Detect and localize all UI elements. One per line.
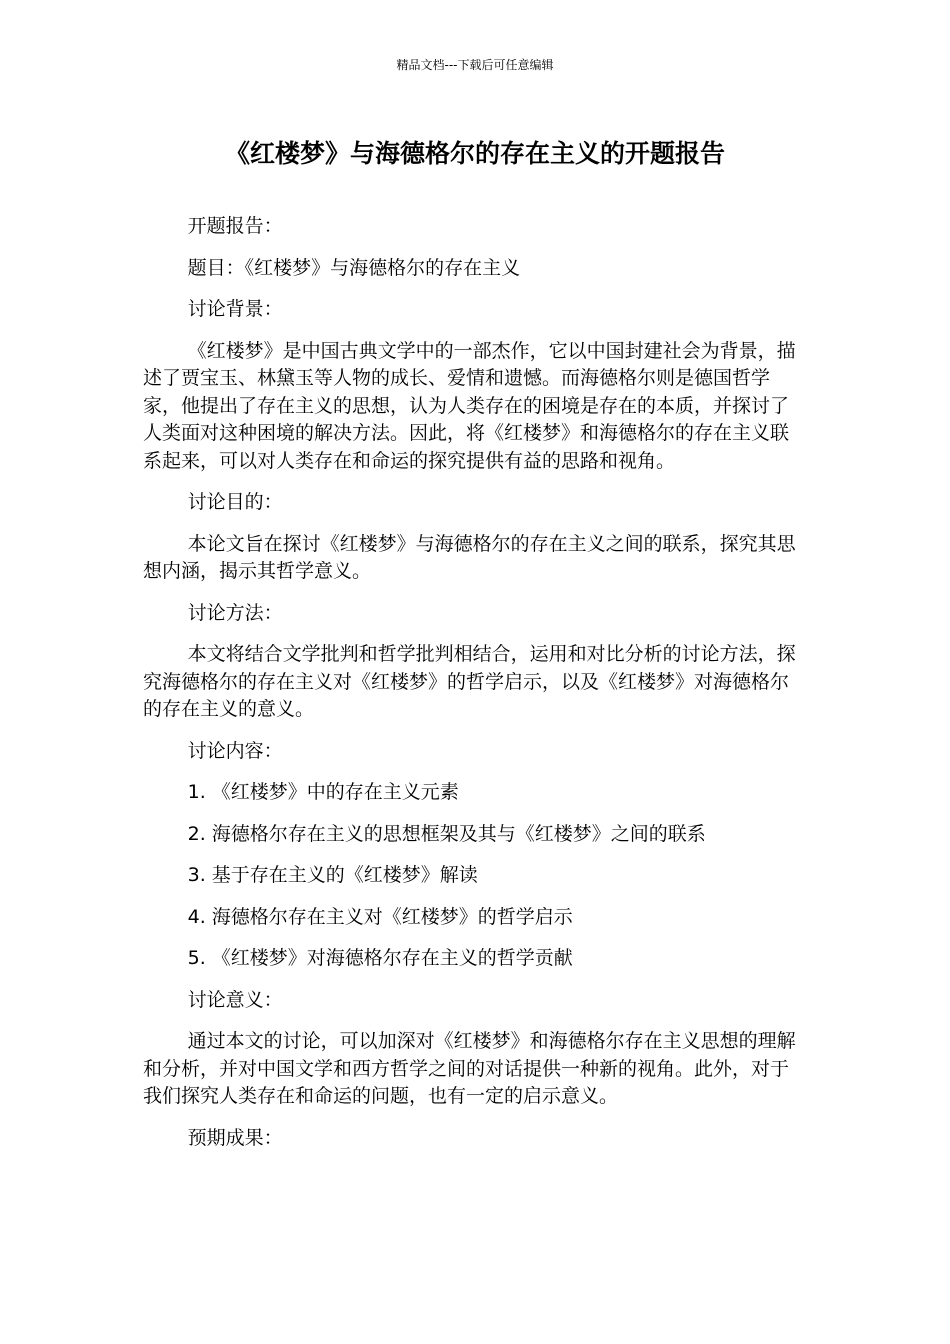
header-note: 精品文档---下载后可任意编辑 [396,58,554,72]
method-label: 讨论方法： [187,601,283,624]
list-item: 3. 基于存在主义的《红楼梦》解读 [187,864,478,886]
expected-results-label: 预期成果： [187,1126,283,1149]
purpose-text: 本论文旨在探讨《红楼梦》与海德格尔的存在主义之间的联系，探究其思想内涵，揭示其哲学意义。 [143,532,796,582]
content-label: 讨论内容： [187,739,283,762]
list-item: 4. 海德格尔存在主义对《红楼梦》的哲学启示 [187,905,573,928]
method-text: 本文将结合文学批判和哲学批判相结合，运用和对比分析的讨论方法，探究海德格尔的存在主义对《红楼梦》的哲学启示，以及《红楼梦》对海德格尔的存在主义的意义。 [143,643,796,720]
document-body [143,213,807,1166]
significance-label: 讨论意义： [187,988,283,1011]
list-item: 2. 海德格尔存在主义的思想框架及其与《红楼梦》之间的联系 [187,822,706,845]
report-label: 开题报告： [187,215,283,237]
significance-text: 通过本文的讨论，可以加深对《红楼梦》和海德格尔存在主义思想的理解和分析，并对中国文学和西方哲学之间的对话提供一种新的视角。此外，对于我们探究人类存在和命运的问题，也有一定的启示意义。 [143,1030,796,1107]
background-text: 《红楼梦》是中国古典文学中的一部杰作，它以中国封建社会为背景，描述了贾宝玉、林黛玉等人物的成长、爱情和遗憾。而海德格尔则是德国哲学家，他提出了存在主义的思想，认为人类存在的困境是存在的本质，并探讨了人类面对这种困境的解决方法。因此，将《红楼梦》和海德格尔的存在主义联系起来，可以对人类存在和命运的探究提供有益的思路和视角。 [143,339,796,472]
purpose-label: 讨论目的： [187,491,283,513]
background-label: 讨论背景： [187,298,283,320]
topic-line: 题目：《红楼梦》与海德格尔的存在主义 [187,256,521,279]
list-item: 5. 《红楼梦》对海德格尔存在主义的哲学贡献 [187,947,573,969]
content-list [143,779,807,973]
document-title: 《红楼梦》与海德格尔的存在主义的开题报告 [224,139,725,168]
list-item: 1. 《红楼梦》中的存在主义元素 [187,781,459,803]
